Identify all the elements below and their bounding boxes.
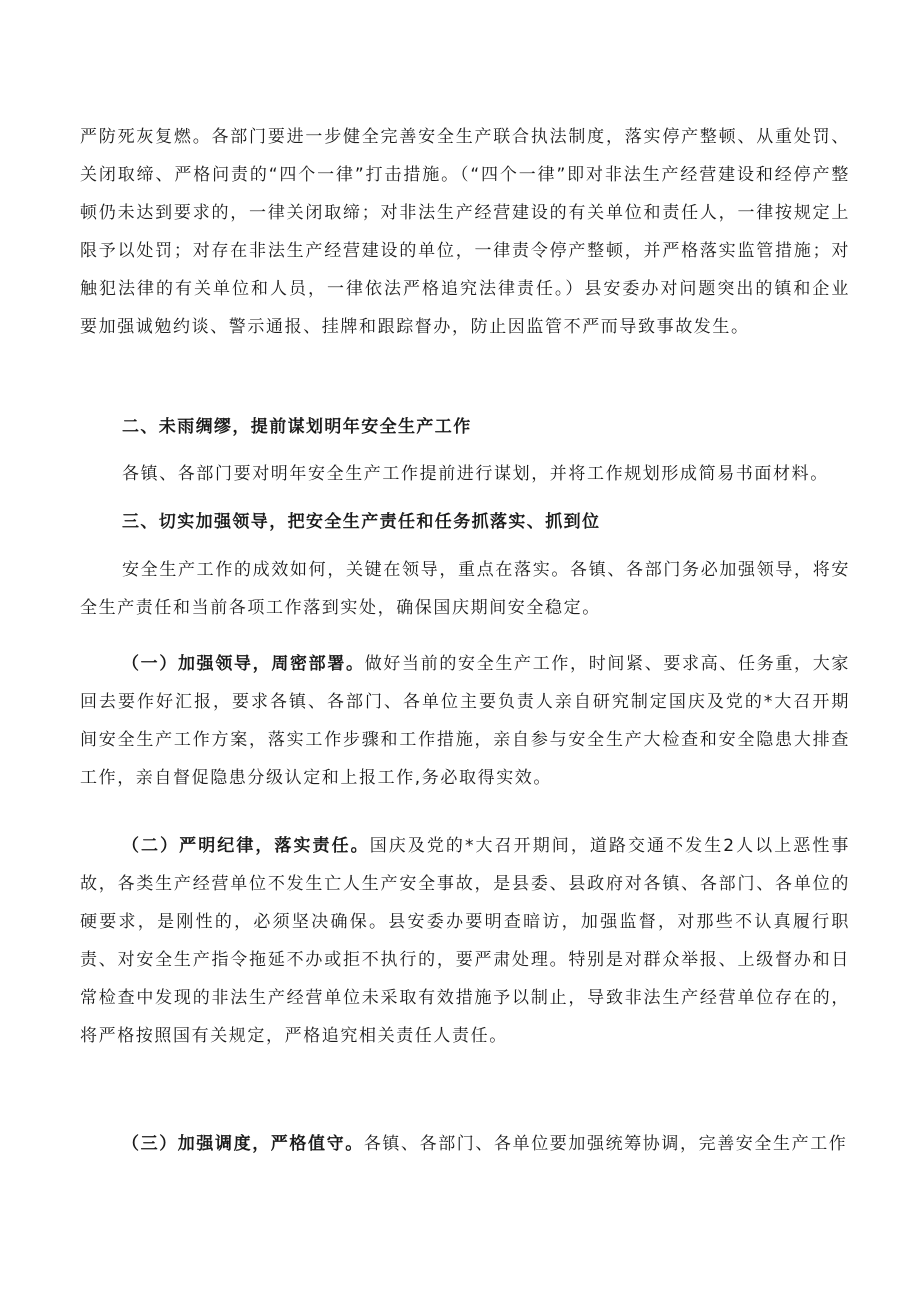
subsection-body: 各镇、各部门、各单位要加强统筹协调，完善安全生产工作 (363, 1134, 848, 1154)
subsection-title: （二）严明纪律，落实责任。 (122, 836, 370, 856)
paragraph-enforcement: 严防死灰复燃。各部门要进一步健全完善安全生产联合执法制度，落实停产整顿、从重处罚、关闭取缔、严格问责的“四个一律”打击措施。（“四个一律”即对非法生产经营建设和经停产整顿仍未达到要求的，一律关闭取缔；对非法生产经营建设的有关单位和责任人，一律按规定上限予以处罚；对存在非法生产经营建设的单位，一律责令停产整顿，并严格落实监管措施；对触犯法律的有关单位和人员，一律依法严格追究法律责任。）县安委办对问题突出的镇和企业要加强诚勉约谈、警示通报、挂牌和跟踪督办，防止因监管不严而导致事故发生。 (80, 127, 850, 337)
section-heading-planning: 二、未雨绸缪，提前谋划明年安全生产工作 (122, 417, 472, 437)
subsection-title: （三）加强调度，严格值守。 (122, 1134, 364, 1154)
subsection-body: 国庆及党的*大召开期间，道路交通不发生2人以上恶性事故，各类生产经营单位不发生亡人生产安全事故，是县委、县政府对各镇、各部门、各单位的硬要求，是刚性的，必须坚决确保。县安委办要明查暗访，加强监督，对那些不认真履行职责、对安全生产指令拖延不办或拒不执行的，要严肃处理。特别是对群众举报、上级督办和日常检查中发现的非法生产经营单位未采取有效措施予以制止，导致非法生产经营单位存在的，将严格按照国有关规定，严格追究相关责任人责任。 (80, 836, 850, 1046)
paragraph-planning: 各镇、各部门要对明年安全生产工作提前进行谋划，并将工作规划形成简易书面材料。 (122, 464, 829, 484)
subsection-body: 做好当前的安全生产工作，时间紧、要求高、任务重，大家回去要作好汇报，要求各镇、各部门、各单位主要负责人亲自研究制定国庆及党的*大召开期间安全生产工作方案，落实工作步骤和工作措施，亲自参与安全生产大检查和安全隐患大排查工作，亲自督促隐患分级认定和上报工作,务必取得实效。 (80, 654, 850, 788)
paragraph-leadership: 安全生产工作的成效如何，关键在领导，重点在落实。各镇、各部门务必加强领导，将安全生产责任和当前各项工作落到实处，确保国庆期间安全稳定。 (80, 560, 850, 618)
subsection-discipline (80, 827, 850, 1055)
subsection-dispatch (80, 1125, 850, 1163)
subsection-title: （一）加强领导，周密部署。 (122, 654, 365, 674)
section-heading-leadership: 三、切实加强领导，把安全生产责任和任务抓落实、抓到位 (122, 512, 601, 532)
subsection-strengthen-leadership (80, 645, 850, 797)
